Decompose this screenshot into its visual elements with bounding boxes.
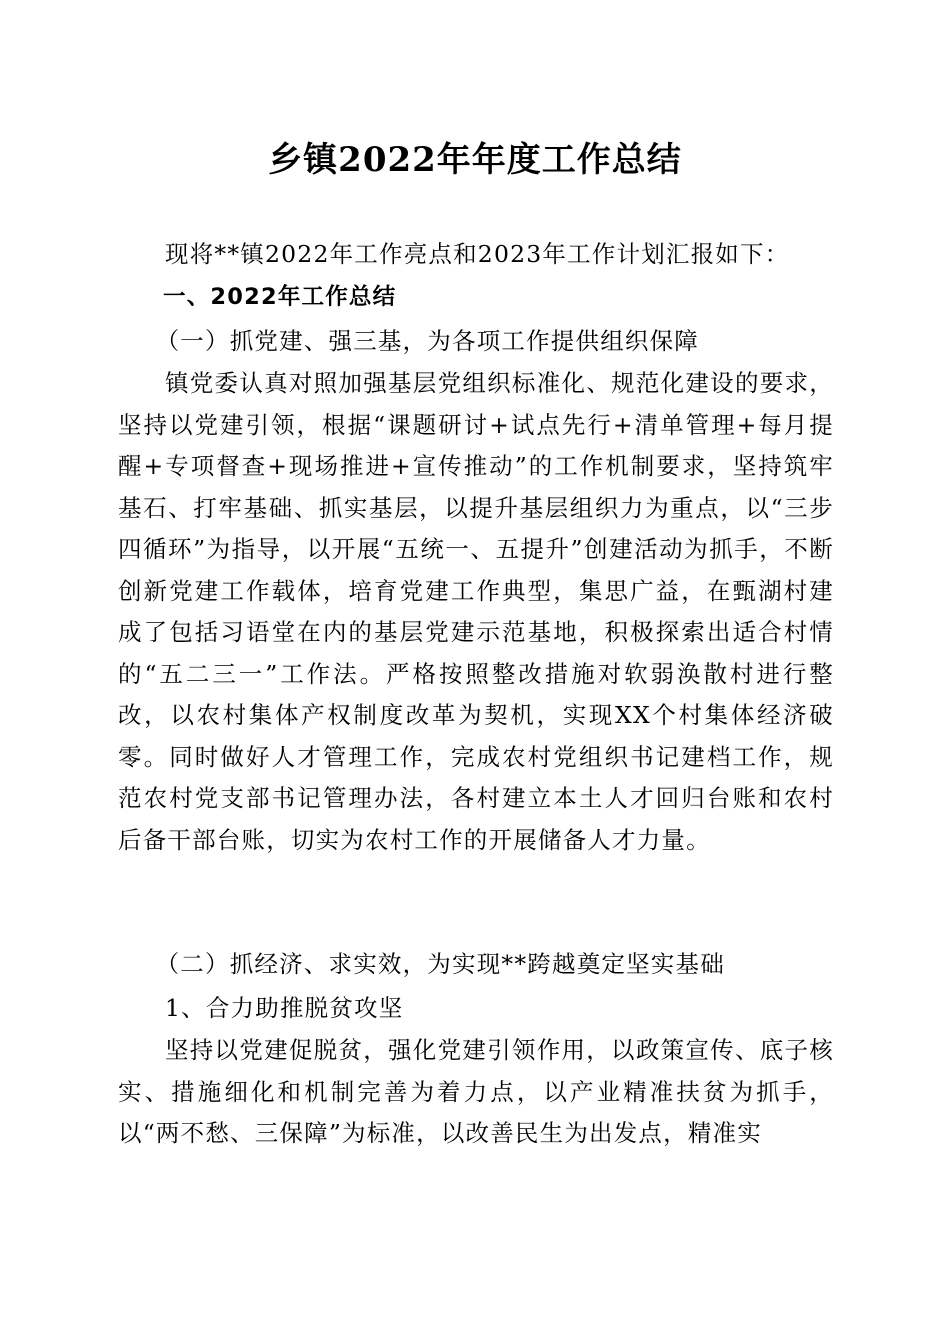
body-paragraph-2: 坚持以党建促脱贫，强化党建引领作用，以政策宣传、底子核实、措施细化和机制完善为着力点，以产业精准扶贫为抓手，以“两不愁、三保障”为标准，以改善民生为出发点，精准实	[118, 1036, 834, 1147]
body-paragraph-1: 镇党委认真对照加强基层党组织标准化、规范化建设的要求，坚持以党建引领，根据“课题研讨+试点先行+清单管理+每月提醒+专项督查+现场推进+宣传推动”的工作机制要求，坚持筑牢基石、打牢基础、抓实基层，以提升基层组织力为重点，以“三步四循环”为指导，以开展“五统一、五提升”创建活动为抓手，不断创新党建工作载体，培育党建工作典型，集思广益，在甄湖村建成了包括习语堂在内的基层党建示范基地，积极探索出适合村情的“五二三一”工作法。严格按照整改措施对软弱涣散村进行整改，以农村集体产权制度改革为契机，实现XX个村集体经济破零。同时做好人才管理工作，完成农村党组织书记建档工作，规范农村党支部书记管理办法，各村建立本土人才回归台账和农村后备干部台账，切实为农村工作的开展储备人才力量。	[118, 369, 834, 854]
intro-paragraph: 现将**镇2022年工作亮点和2023年工作计划汇报如下：	[165, 240, 790, 268]
subsection-heading-1: （一）抓党建、强三基，为各项工作提供组织保障	[155, 327, 699, 355]
section-heading-1: 一、2022年工作总结	[163, 284, 397, 310]
item-heading-1: 1、合力助推脱贫攻坚	[165, 994, 404, 1022]
subsection-heading-2: （二）抓经济、求实效，为实现**跨越奠定坚实基础	[155, 950, 725, 978]
document-title: 乡镇2022年年度工作总结	[268, 140, 682, 180]
